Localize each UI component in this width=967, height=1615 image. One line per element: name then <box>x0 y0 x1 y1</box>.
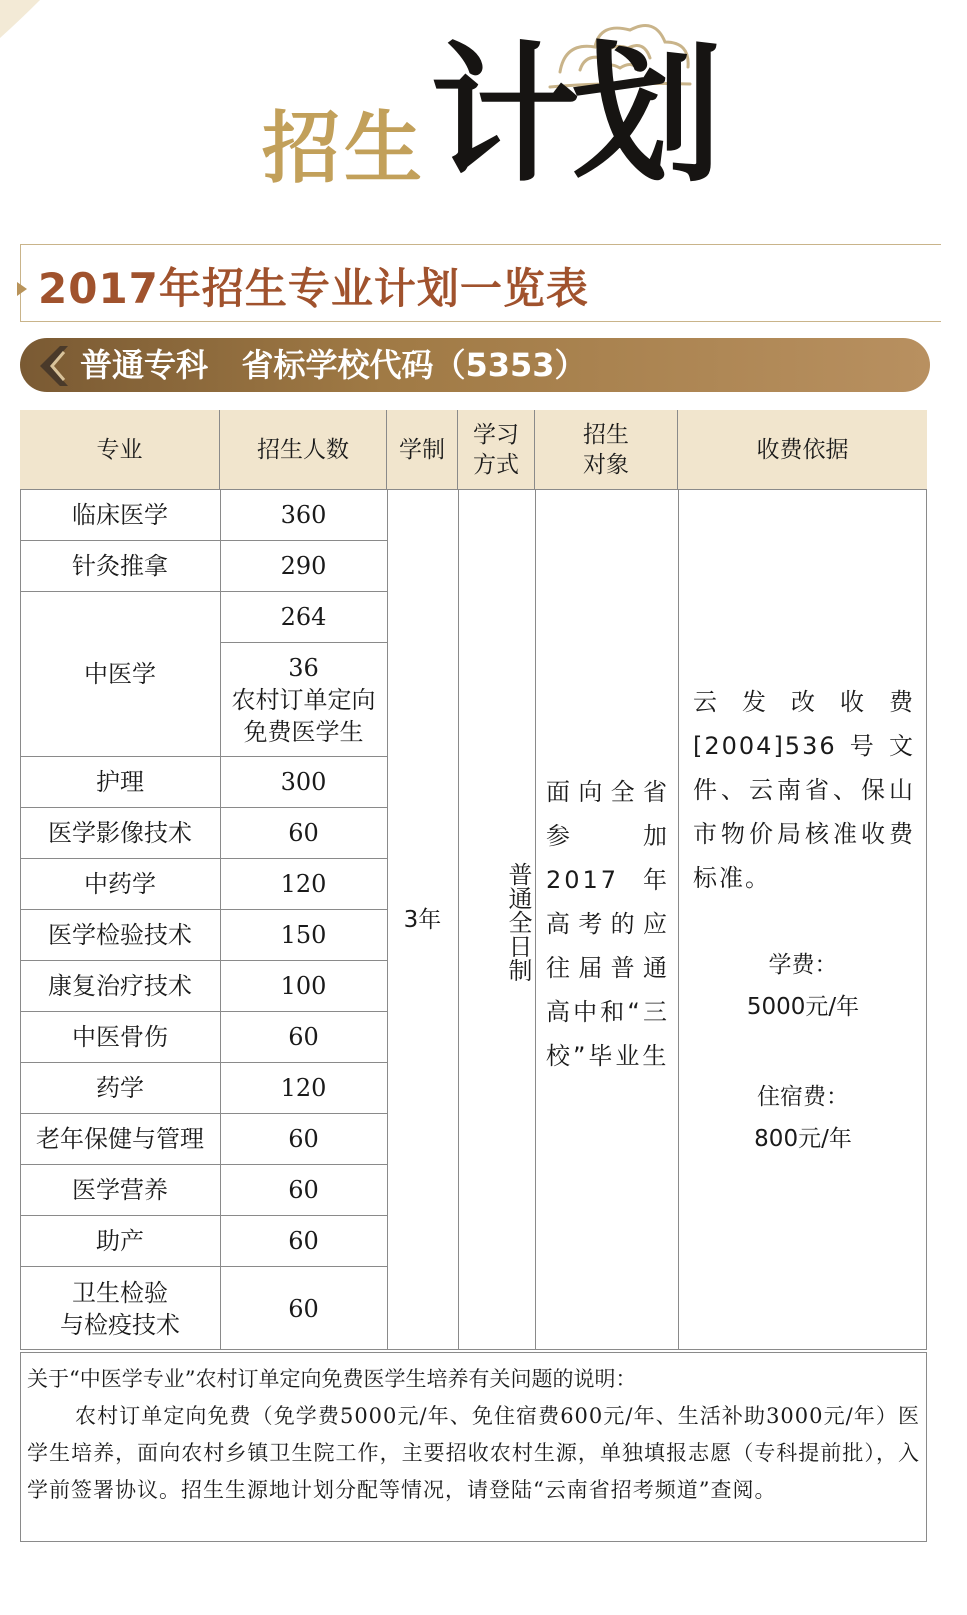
fee-basis-text: 云发改收费[2004]536号文件、云南省、保山市物价局核准收费标准。 <box>693 688 915 892</box>
table-row-major: 医学营养 <box>72 1176 168 1204</box>
table-row-count: 290 <box>280 552 327 580</box>
hero-title-gold: 招生 <box>262 103 427 194</box>
list-title: 2017年招生专业计划一览表 <box>38 264 589 313</box>
table-row-count: 150 <box>280 921 327 949</box>
header-fee-label: 收费依据 <box>756 437 849 463</box>
lodging-value: 800元/年 <box>754 1126 852 1152</box>
header-duration <box>387 410 458 490</box>
column-divider <box>535 489 536 1350</box>
duration-cell: 3年 <box>403 907 442 933</box>
table-row-count: 120 <box>280 870 327 898</box>
table-row-major: 针灸推拿 <box>72 552 168 580</box>
table-row-major: 临床医学 <box>72 501 168 529</box>
header-mode <box>458 410 535 490</box>
explanation-note <box>20 1352 927 1542</box>
hero-title-calligraphy: 计划 <box>430 27 715 203</box>
header-major-label: 专业 <box>96 437 143 463</box>
study-mode-cell: 普通全日制 <box>504 862 532 982</box>
header-count <box>220 410 387 490</box>
header-mode-label: 学习 方式 <box>473 422 519 478</box>
tuition-label: 学费： <box>768 952 838 978</box>
table-row-count: 60 <box>288 1125 319 1153</box>
triangle-marker-icon <box>17 282 27 296</box>
target-cell: 面向全省参加2017年高考的应往届普通高中和“三校”毕业生 <box>546 778 670 1070</box>
table-row-count: 60 <box>288 1294 319 1323</box>
header-target-label: 招生 对象 <box>583 422 629 478</box>
table-row-count: 60 <box>288 1227 319 1255</box>
table-row-major: 助产 <box>96 1227 144 1255</box>
header-major <box>20 410 220 490</box>
table-row-count: 264 <box>280 603 327 631</box>
table-row-major: 护理 <box>96 768 144 796</box>
lodging-label: 住宿费： <box>757 1084 849 1110</box>
table-row-major: 药学 <box>96 1074 144 1102</box>
note-body: 农村订单定向免费（免学费5000元/年、免住宿费600元/年、生活补助3000元/年）医学生培养，面向农村乡镇卫生院工作，主要招收农村生源，单独填报志愿（专科提前批），入学前签署协议。招生生源地计划分配等情况，请登陆“云南省招考频道”查阅。 <box>27 1404 920 1502</box>
category-name: 普通专科 <box>80 346 209 384</box>
header-fee <box>678 410 927 490</box>
table-row-count: 120 <box>280 1074 327 1102</box>
header-count-label: 招生人数 <box>257 437 349 463</box>
category-banner-text <box>80 340 587 390</box>
corner-decoration <box>0 0 60 40</box>
special-count: 36 <box>288 653 319 682</box>
note-heading: 关于“中医学专业”农村订单定向免费医学生培养有关问题的说明： <box>27 1367 637 1391</box>
chevron-left-icon <box>34 344 74 388</box>
table-row-count: 300 <box>280 768 327 796</box>
header-target <box>535 410 678 490</box>
table-row-count: 360 <box>280 501 327 529</box>
hero-header <box>0 0 967 235</box>
tuition-value: 5000元/年 <box>746 994 860 1020</box>
table-row-major: 老年保健与管理 <box>36 1125 204 1153</box>
table-row-count-special <box>220 643 387 756</box>
table-row-count: 100 <box>280 972 327 1000</box>
table-row-major: 康复治疗技术 <box>48 972 192 1000</box>
table-row-major: 医学检验技术 <box>48 921 192 949</box>
table-row-major: 医学影像技术 <box>48 819 192 847</box>
table-row-count: 60 <box>288 1023 319 1051</box>
special-count-note: 农村订单定向 免费医学生 <box>231 685 376 746</box>
table-row-major: 中药学 <box>84 870 156 898</box>
column-divider <box>458 489 459 1350</box>
school-code-label: 省标学校代码（5353） <box>241 346 587 384</box>
header-duration-label: 学制 <box>399 437 445 463</box>
table-row-count: 60 <box>288 1176 319 1204</box>
table-row-count: 60 <box>288 819 319 847</box>
table-row-major: 中医学 <box>84 660 156 688</box>
column-divider <box>678 489 679 1350</box>
table-row-major: 中医骨伤 <box>72 1023 168 1051</box>
table-row-major: 卫生检验 与检疫技术 <box>60 1278 180 1339</box>
